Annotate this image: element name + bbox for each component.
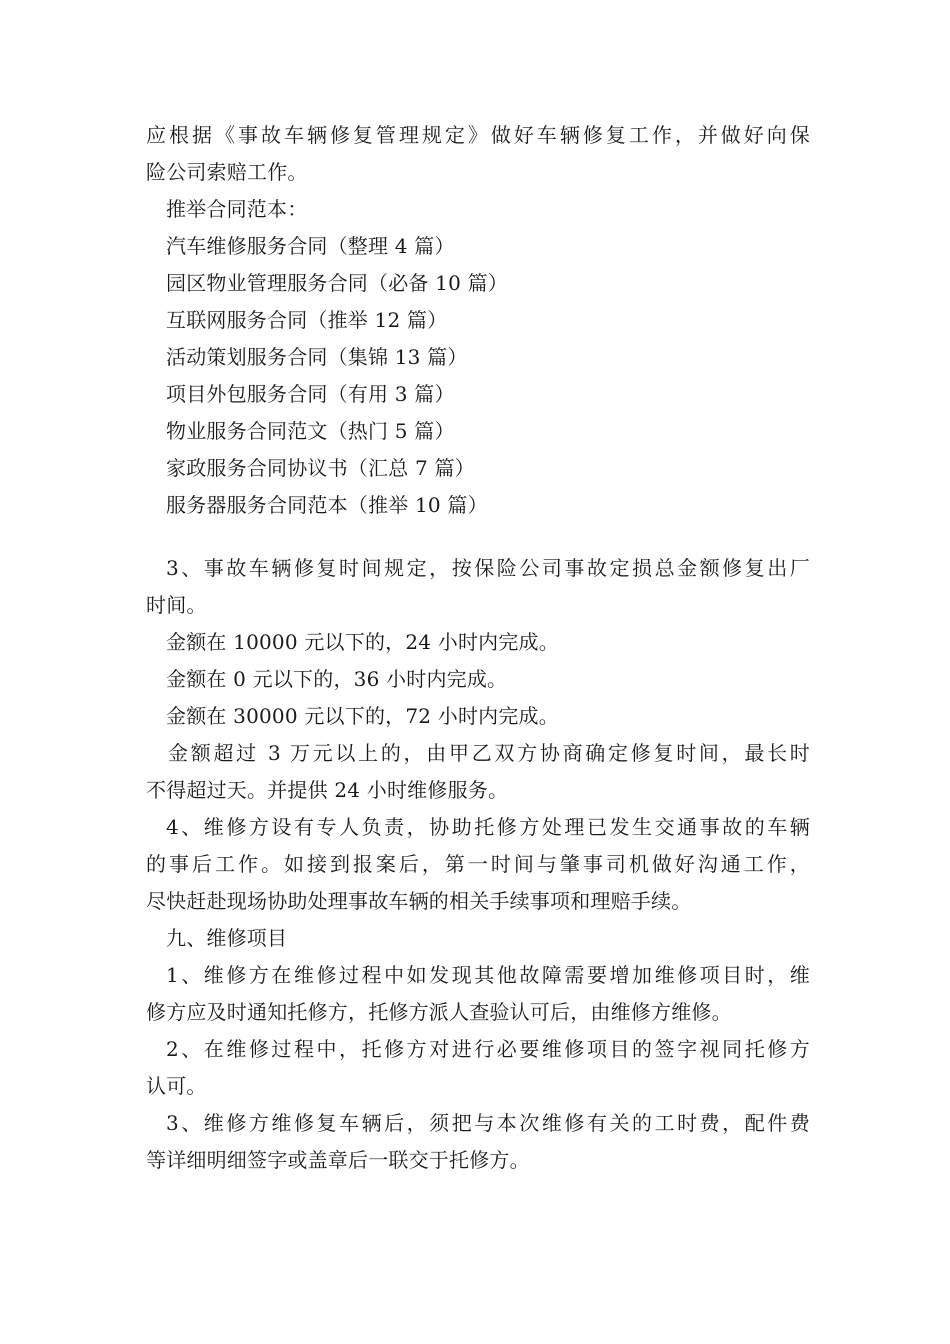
text-line: 金额在 30000 元以下的，72 小时内完成。 [166,704,559,728]
text-line: 险公司索赔工作。 [146,160,308,184]
text-line: 金额超过 3 万元以上的，由甲乙双方协商确定修复时间，最长时 [168,741,810,765]
text-line: 的事后工作。如接到报案后，第一时间与肇事司机做好沟通工作， [146,852,810,876]
text-line: 汽车维修服务合同（整理 4 篇） [166,234,455,258]
text-line: 家政服务合同协议书（汇总 7 篇） [166,456,475,480]
text-line: 认可。 [146,1074,207,1098]
text-line: 九、维修项目 [166,926,288,950]
text-line: 1、维修方在维修过程中如发现其他故障需要增加维修项目时，维 [166,963,810,987]
text-line: 服务器服务合同范本（推举 10 篇） [166,493,488,517]
text-line: 3、维修方维修复车辆后，须把与本次维修有关的工时费，配件费 [166,1111,810,1135]
text-line: 金额在 0 元以下的，36 小时内完成。 [166,667,508,691]
text-line: 时间。 [146,593,207,617]
text-line: 4、维修方设有专人负责，协助托修方处理已发生交通事故的车辆 [166,815,810,839]
text-line: 活动策划服务合同（集锦 13 篇） [166,345,468,369]
text-line: 等详细明细签字或盖章后一联交于托修方。 [146,1148,530,1172]
document-page [146,117,810,1179]
text-line: 尽快赶赴现场协助处理事故车辆的相关手续事项和理赔手续。 [146,889,692,913]
text-line: 园区物业管理服务合同（必备 10 篇） [166,271,508,295]
text-line: 3、事故车辆修复时间规定，按保险公司事故定损总金额修复出厂 [166,556,810,580]
text-line: 修方应及时通知托修方，托修方派人查验认可后，由维修方维修。 [146,1000,732,1024]
paragraph-gap [146,524,810,550]
text-line: 2、在维修过程中，托修方对进行必要维修项目的签字视同托修方 [166,1037,810,1061]
text-line: 物业服务合同范文（热门 5 篇） [166,419,455,443]
text-line: 互联网服务合同（推举 12 篇） [166,308,448,332]
text-line: 金额在 10000 元以下的，24 小时内完成。 [166,630,559,654]
text-line: 推举合同范本： [166,197,308,221]
text-line: 应根据《事故车辆修复管理规定》做好车辆修复工作，并做好向保 [146,123,810,147]
text-line: 项目外包服务合同（有用 3 篇） [166,382,455,406]
text-line: 不得超过天。并提供 24 小时维修服务。 [146,778,509,802]
